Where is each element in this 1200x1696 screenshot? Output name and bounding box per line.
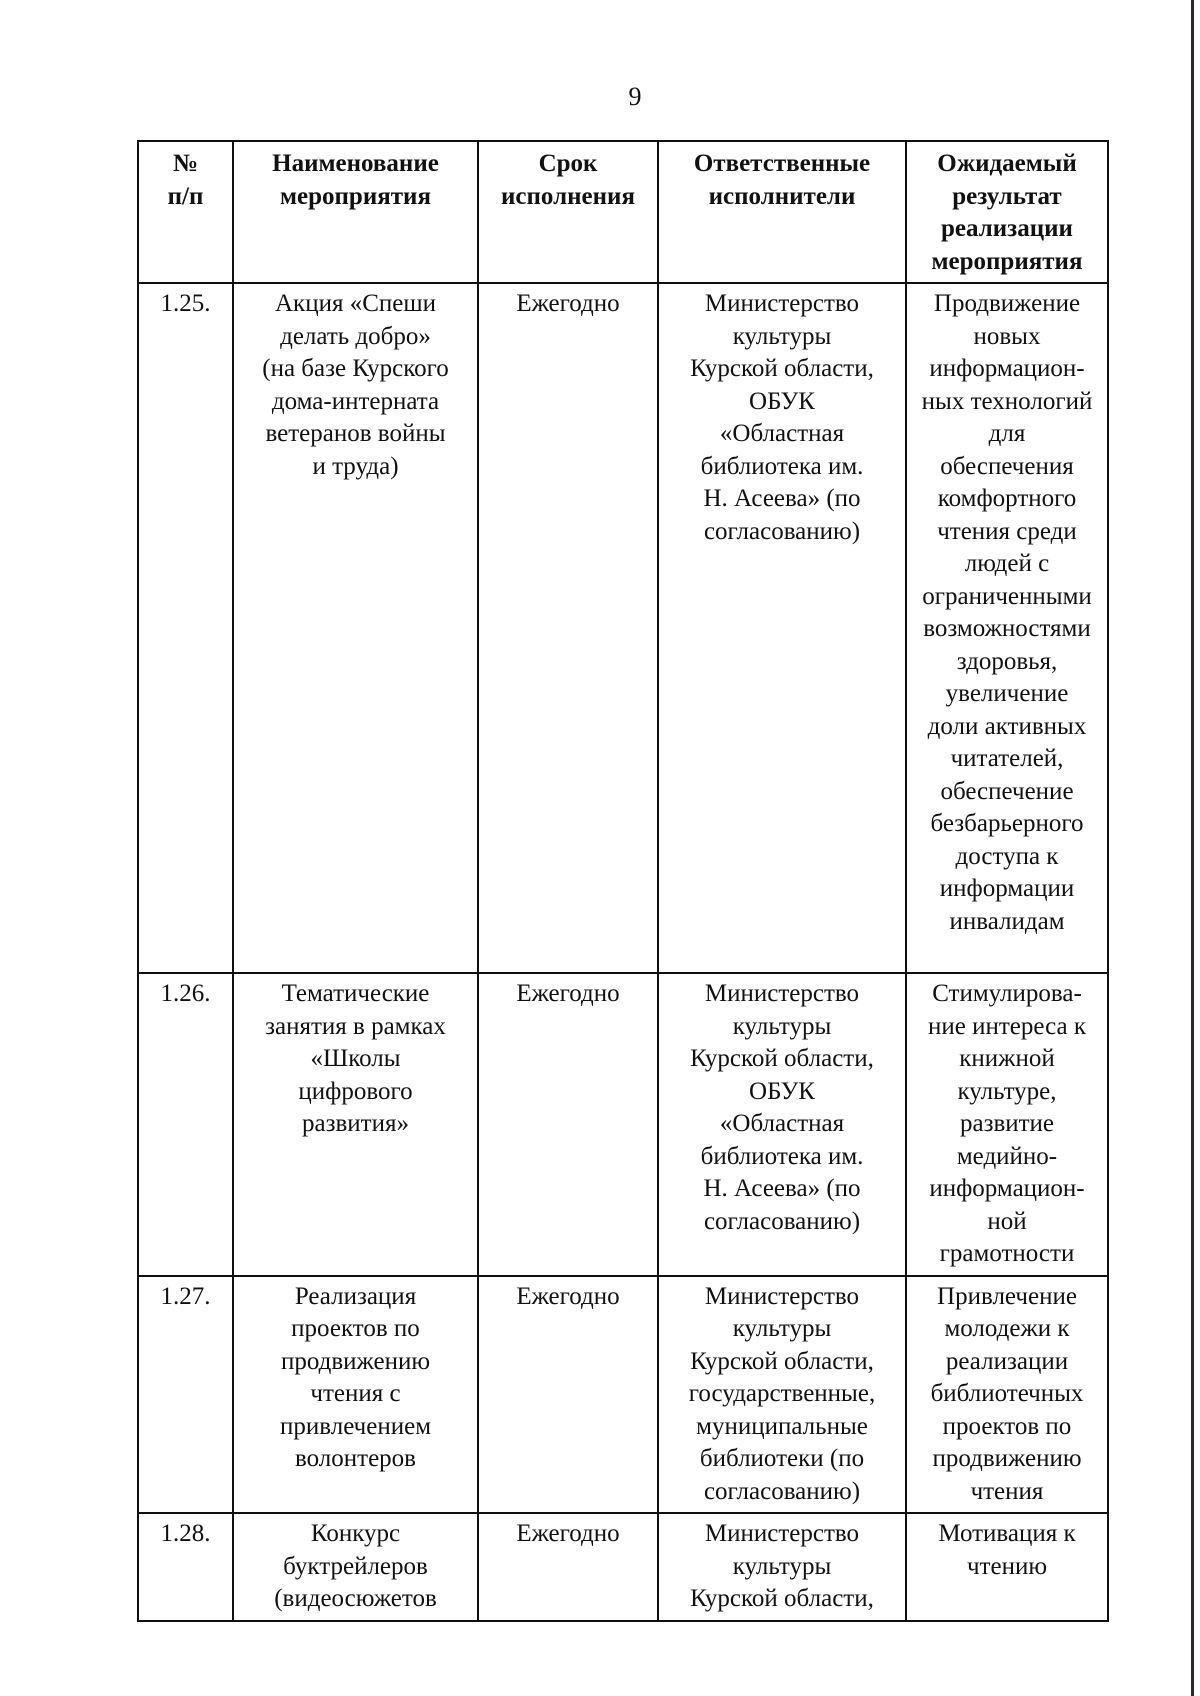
header-name: Наименование мероприятия — [233, 141, 478, 283]
cell-term: Ежегодно — [478, 1513, 658, 1621]
page-edge — [1191, 0, 1194, 1696]
table-row — [138, 1276, 1108, 1514]
table-header-row — [138, 141, 1108, 283]
cell-responsible: Министерство культуры Курской области, государственные, муниципальные библиотеки (по согласованию) — [658, 1276, 906, 1514]
cell-number: 1.28. — [138, 1513, 233, 1621]
cell-name: Реализация проектов по продвижению чтения с привлечением волонтеров — [233, 1276, 478, 1514]
cell-name: Конкурс буктрейлеров (видеосюжетов — [233, 1513, 478, 1621]
events-table — [137, 140, 1109, 1622]
cell-responsible: Министерство культуры Курской области, ОБУК «Областная библиотека им. Н. Асеева» (по согласованию) — [658, 283, 906, 973]
cell-term: Ежегодно — [478, 283, 658, 973]
cell-number: 1.25. — [138, 283, 233, 973]
cell-responsible: Министерство культуры Курской области, ОБУК «Областная библиотека им. Н. Асеева» (по согласованию) — [658, 973, 906, 1276]
cell-result: Мотивация к чтению — [906, 1513, 1108, 1621]
cell-name: Акция «Спеши делать добро» (на базе Курского дома-интерната ветеранов войны и труда) — [233, 283, 478, 973]
cell-responsible: Министерство культуры Курской области, — [658, 1513, 906, 1621]
table-row — [138, 283, 1108, 973]
header-result: Ожидаемый результат реализации мероприятия — [906, 141, 1108, 283]
header-responsible: Ответственные исполнители — [658, 141, 906, 283]
cell-term: Ежегодно — [478, 1276, 658, 1514]
table-row — [138, 1513, 1108, 1621]
table-row — [138, 973, 1108, 1276]
cell-result: Продвижение новых информацион- ных технологий для обеспечения комфортного чтения среди людей с ограниченными возможностями здоровья, увеличение доли активных читателей, обеспечение безбарьерного доступа к информации инвалидам — [906, 283, 1108, 973]
cell-number: 1.26. — [138, 973, 233, 1276]
cell-number: 1.27. — [138, 1276, 233, 1514]
cell-name: Тематические занятия в рамках «Школы цифрового развития» — [233, 973, 478, 1276]
header-number: № п/п — [138, 141, 233, 283]
cell-term: Ежегодно — [478, 973, 658, 1276]
header-term: Срок исполнения — [478, 141, 658, 283]
page-number: 9 — [628, 82, 642, 111]
cell-result: Стимулирова- ние интереса к книжной культуре, развитие медийно- информацион- ной грамотности — [906, 973, 1108, 1276]
cell-result: Привлечение молодежи к реализации библиотечных проектов по продвижению чтения — [906, 1276, 1108, 1514]
